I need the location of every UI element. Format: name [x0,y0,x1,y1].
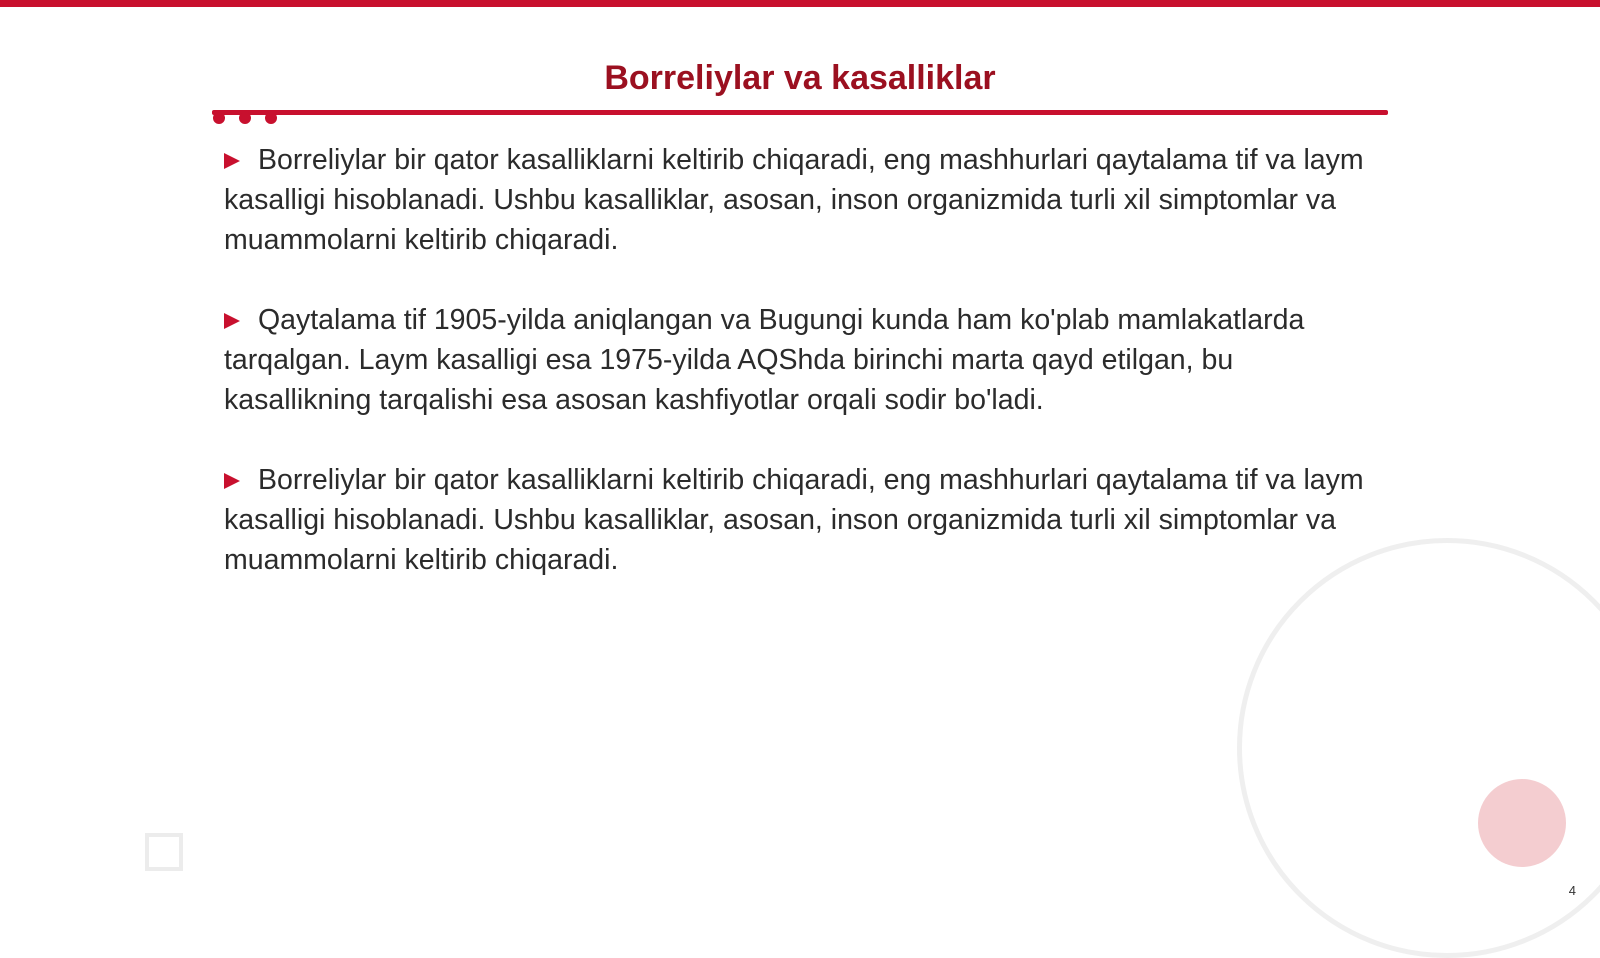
triangle-right-icon [224,473,240,489]
bullet-list [224,140,1364,620]
decorative-dot [239,112,251,124]
decorative-circle [1478,779,1566,867]
decorative-dot [213,112,225,124]
top-accent-bar [0,0,1600,7]
bullet-text: Borreliylar bir qator kasalliklarni keltirib chiqaradi, eng mashhurlari qaytalama tif va laym kasalligi hisoblanadi. Ushbu kasalliklar, asosan, inson organizmida turli xil simptomlar va muammolarni keltirib chiqaradi. [224,144,1364,256]
slide-title: Borreliylar va kasalliklar [604,59,996,97]
triangle-right-icon [224,313,240,329]
bullet-item [224,140,1364,260]
bullet-item [224,300,1364,420]
title-underline [212,110,1388,115]
decorative-square [145,833,183,871]
triangle-right-icon [224,153,240,169]
bullet-text: Qaytalama tif 1905-yilda aniqlangan va Bugungi kunda ham ko'plab mamlakatlarda tarqalgan. Laym kasalligi esa 1975-yilda AQShda birinchi marta qayd etilgan, bu kasallikning tarqalishi esa asosan kashfiyotlar orqali sodir bo'ladi. [224,304,1305,416]
bullet-item [224,460,1364,580]
decorative-dot [265,112,277,124]
page-number: 4 [1568,883,1576,898]
bullet-text: Borreliylar bir qator kasalliklarni keltirib chiqaradi, eng mashhurlari qaytalama tif va laym kasalligi hisoblanadi. Ushbu kasalliklar, asosan, inson organizmida turli xil simptomlar va muammolarni keltirib chiqaradi. [224,464,1364,576]
